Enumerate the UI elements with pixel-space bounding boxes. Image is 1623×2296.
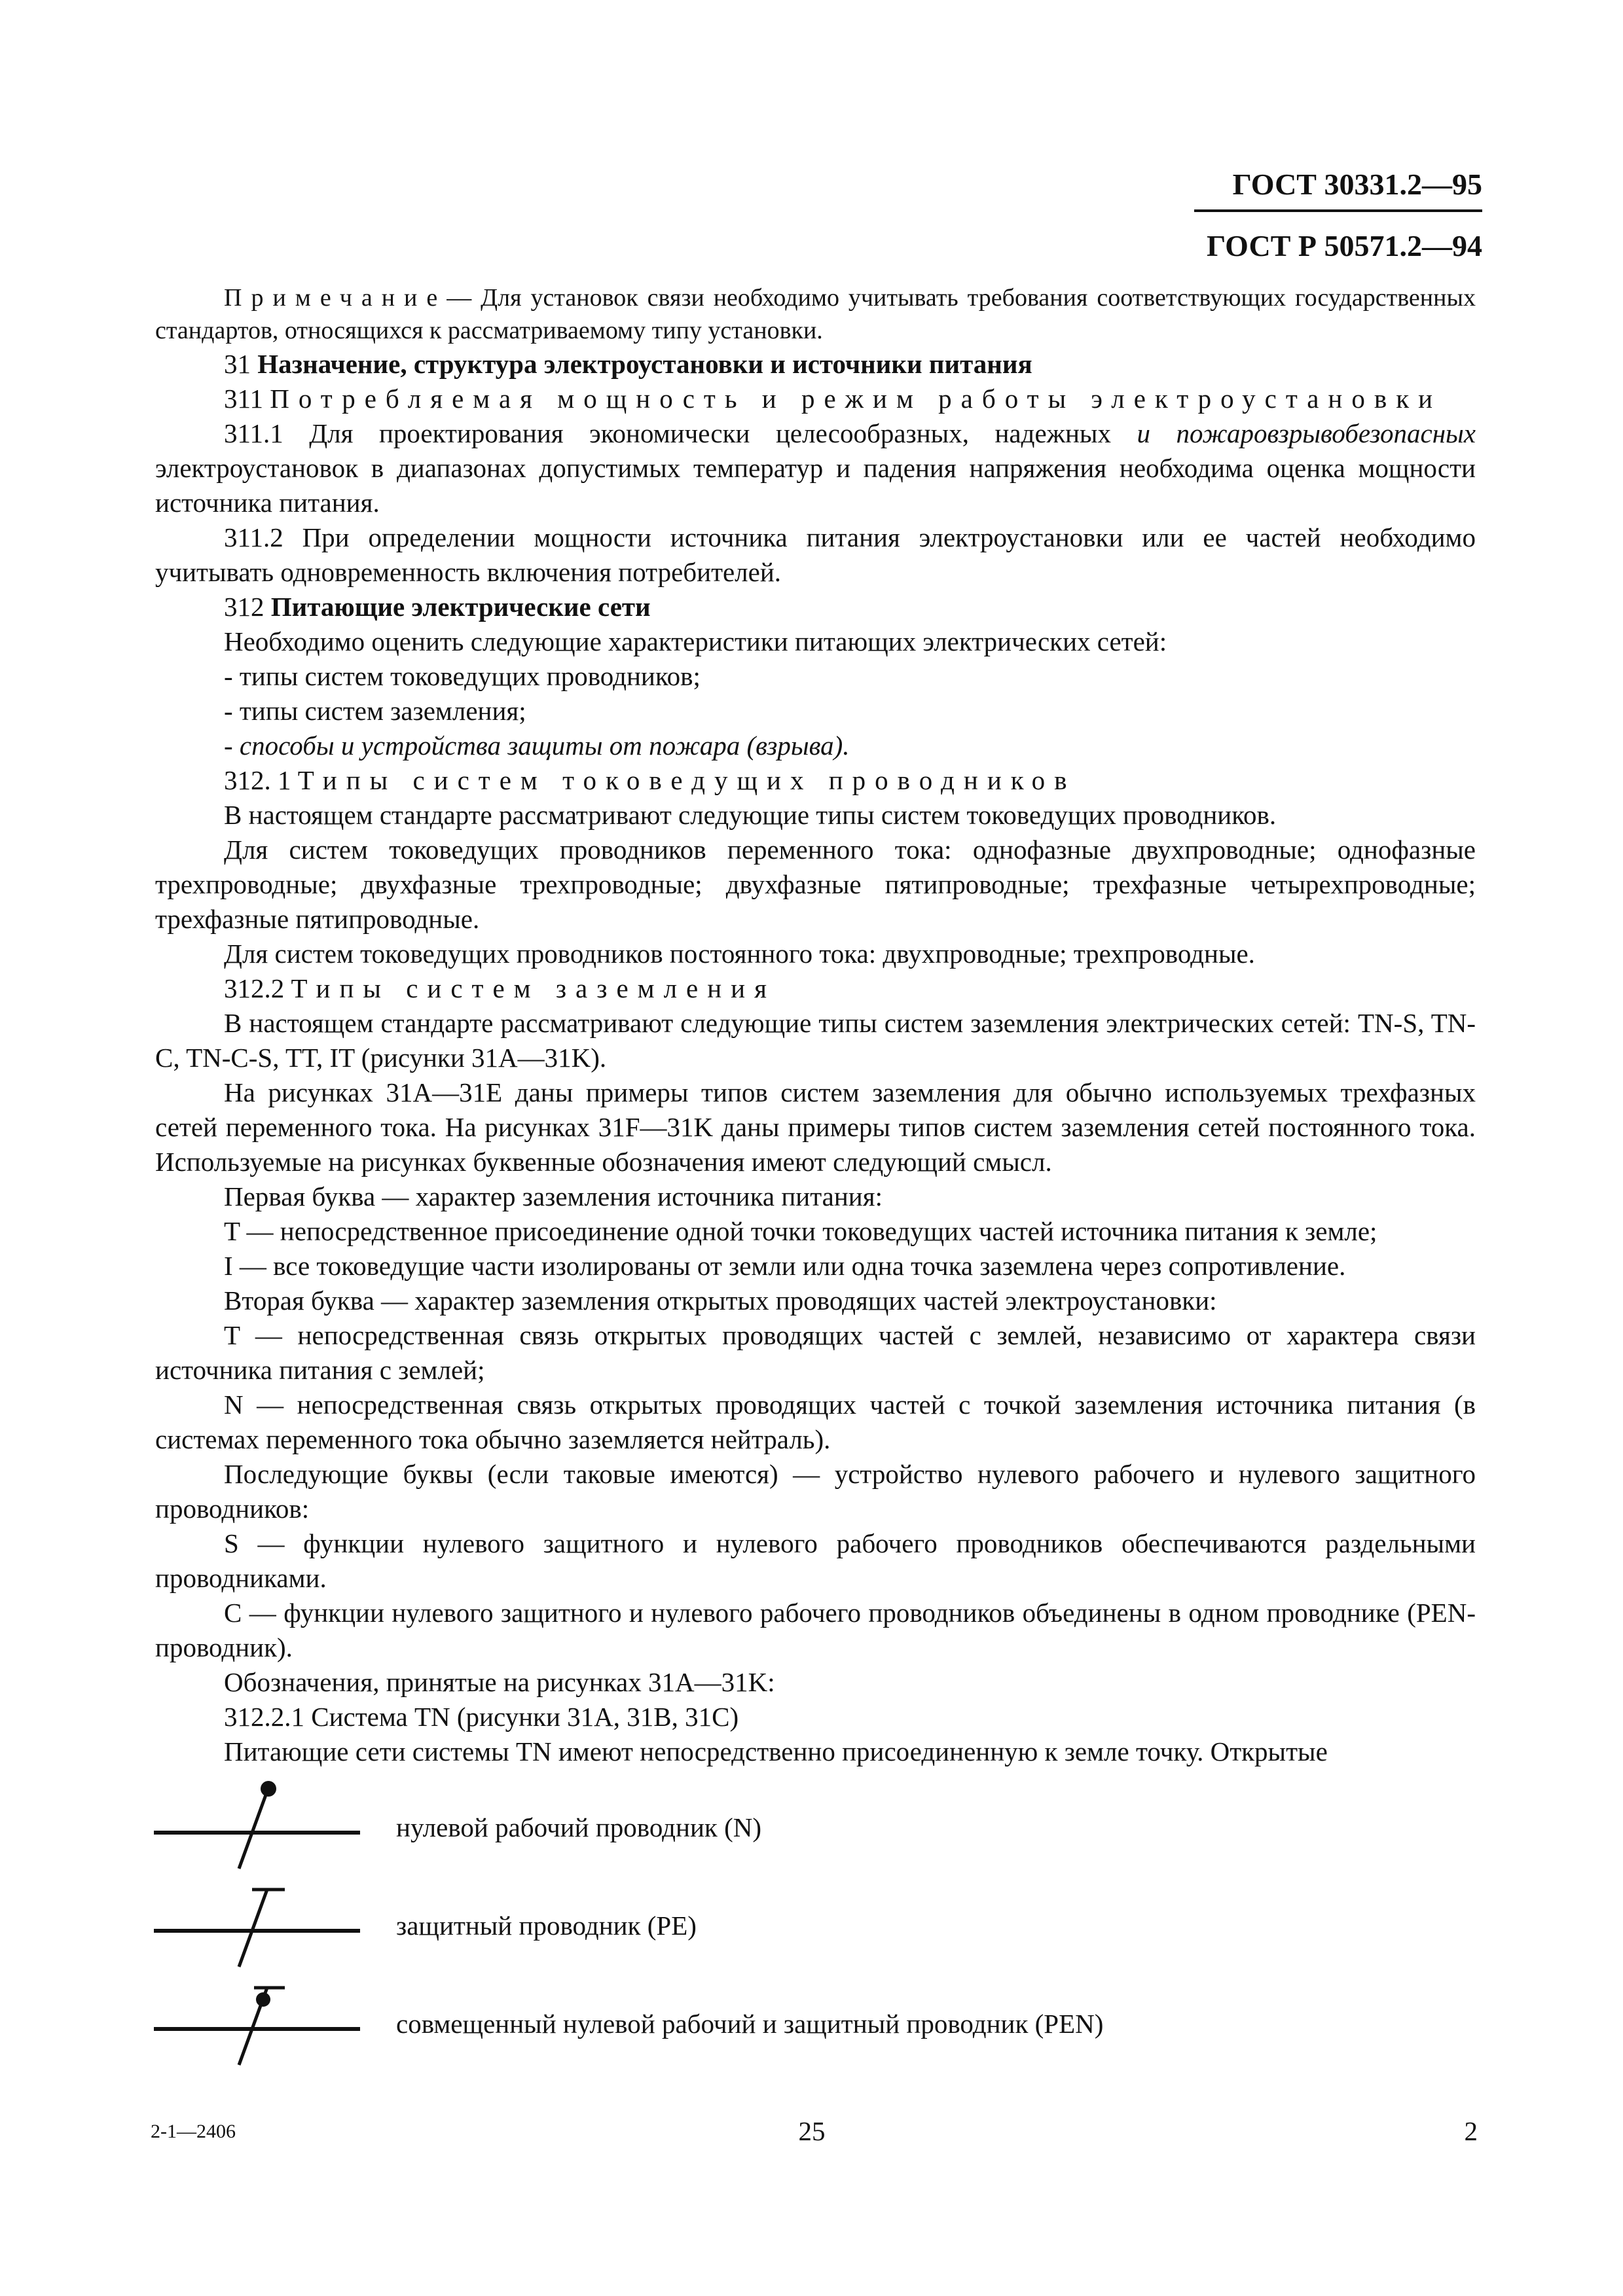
legend-row-pen (151, 1973, 1525, 2072)
page-footer (0, 2115, 1623, 2155)
legend-label: нулевой рабочий проводник (N) (396, 1812, 761, 1842)
section-number: 311 (224, 384, 263, 414)
section-number: 31 (224, 349, 251, 379)
paragraph-311-1 (155, 416, 1476, 520)
paragraph: T — непосредственное присоединение одной точки токоведущих частей источника питания к земле; (224, 1216, 1377, 1246)
paragraph: Питающие сети системы TN имеют непосредственно присоединенную к земле точку. Открытые (224, 1736, 1328, 1767)
text-run: электроустановок в диапазонах допустимых температур и падения напряжения необходима оценка мощности источника питания. (155, 453, 1476, 518)
document-body (155, 281, 1476, 1769)
paragraph: Первая буква — характер заземления источника питания: (224, 1181, 883, 1211)
paragraph: S — функции нулевого защитного и нулевого рабочего проводников обеспечиваются раздельными проводниками. (155, 1528, 1476, 1593)
text-run: 311.1 Для проектирования экономически целесообразных, надежных (224, 418, 1111, 448)
conductor-legend (151, 1777, 1525, 2072)
list-item: - способы и устройства защиты от пожара (взрыва). (224, 730, 850, 761)
paragraph: N — непосредственная связь открытых проводящих частей с точкой заземления источника питания (в системах переменного тока обычно заземляется нейтраль). (155, 1390, 1476, 1454)
section-title: Типы систем токоведущих проводников (297, 765, 1076, 795)
paragraph: C — функции нулевого защитного и нулевого рабочего проводников объединены в одном проводнике (PEN-проводник). (155, 1598, 1476, 1662)
legend-row-protective (151, 1875, 1525, 1973)
legend-row-neutral (151, 1777, 1525, 1875)
document-header (1194, 165, 1482, 266)
paragraph: Для систем токоведущих проводников постоянного тока: двухпроводные; трехпроводные. (224, 939, 1255, 969)
paragraph-311-2: 311.2 При определении мощности источника питания электроустановки или ее частей необходимо учитывать одновременность включения потребителей. (155, 522, 1476, 587)
section-number: 312.2 (224, 973, 285, 1003)
section-title: Потребляемая мощность и режим работы электроустановки (270, 384, 1442, 414)
section-311-heading (155, 382, 1476, 416)
paragraph: На рисунках 31A—31E даны примеры типов систем заземления для обычно используемых трехфазных сетей переменного тока. На рисунках 31F—31K даны примеры типов систем заземления сетей постоянного тока. Используемые на рисунках буквенные обозначения имеют следующий смысл. (155, 1077, 1476, 1177)
legend-label: защитный проводник (PE) (396, 1910, 697, 1941)
sheet-number: 2 (1464, 2116, 1478, 2146)
paragraph-312-intro: Необходимо оценить следующие характеристики питающих электрических сетей: (224, 626, 1167, 656)
print-code: 2-1—2406 (151, 2121, 236, 2142)
paragraph: T — непосредственная связь открытых проводящих частей с землей, независимо от характера связи источника питания с землей; (155, 1320, 1476, 1385)
legend-label: совмещенный нулевой рабочий и защитный проводник (PEN) (396, 2009, 1104, 2039)
standard-code-1: ГОСТ 30331.2—95 (1232, 168, 1482, 201)
neutral-conductor-icon (151, 1777, 367, 1875)
section-312-2-1-heading: 312.2.1 Система TN (рисунки 31A, 31B, 31C) (224, 1702, 739, 1732)
paragraph: I — все токоведущие части изолированы от земли или одна точка заземлена через сопротивление. (224, 1251, 1346, 1281)
note-label: Примечание (224, 284, 447, 312)
standard-code-2: ГОСТ Р 50571.2—94 (1207, 229, 1482, 262)
section-title: Питающие электрические сети (270, 592, 651, 622)
paragraph: В настоящем стандарте рассматривают следующие типы систем токоведущих проводников. (224, 800, 1277, 830)
paragraph: Обозначения, принятые на рисунках 31A—31K: (224, 1667, 775, 1697)
section-312-heading (155, 590, 1476, 624)
section-number: 312. 1 (224, 765, 291, 795)
pen-conductor-icon (151, 1973, 367, 2072)
section-title: Типы систем заземления (291, 973, 776, 1003)
list-item: - типы систем заземления; (224, 696, 526, 726)
section-31-heading (155, 347, 1476, 382)
section-312-2-heading (155, 971, 1476, 1006)
section-312-1-heading (155, 763, 1476, 798)
paragraph: В настоящем стандарте рассматривают следующие типы систем заземления электрических сетей: TN-S, TN-C, TN-C-S, TT, IT (рисунки 31A—31K). (155, 1008, 1476, 1073)
header-divider (1194, 209, 1482, 212)
note-paragraph (155, 281, 1476, 347)
protective-conductor-icon (151, 1875, 367, 1973)
paragraph: Вторая буква — характер заземления открытых проводящих частей электроустановки: (224, 1285, 1217, 1316)
section-number: 312 (224, 592, 264, 622)
section-title: Назначение, структура электроустановки и источники питания (257, 349, 1032, 379)
list-item: - типы систем токоведущих проводников; (224, 661, 701, 691)
paragraph: Для систем токоведущих проводников переменного тока: однофазные двухпроводные; однофазные трехпроводные; двухфазные трехпроводные; двухфазные пятипроводные; трехфазные четырехпроводные; трехфазные пятипроводные. (155, 834, 1476, 934)
page-number: 25 (798, 2116, 826, 2146)
paragraph: Последующие буквы (если таковые имеются) — устройство нулевого рабочего и нулевого защитного проводников: (155, 1459, 1476, 1524)
note-text: — Для установок связи необходимо учитывать требования соответствующих государственных стандартов, относящихся к рассматриваемому типу установки. (155, 284, 1476, 344)
text-run-italic: и пожаровзрывобезопасных (1137, 418, 1476, 448)
